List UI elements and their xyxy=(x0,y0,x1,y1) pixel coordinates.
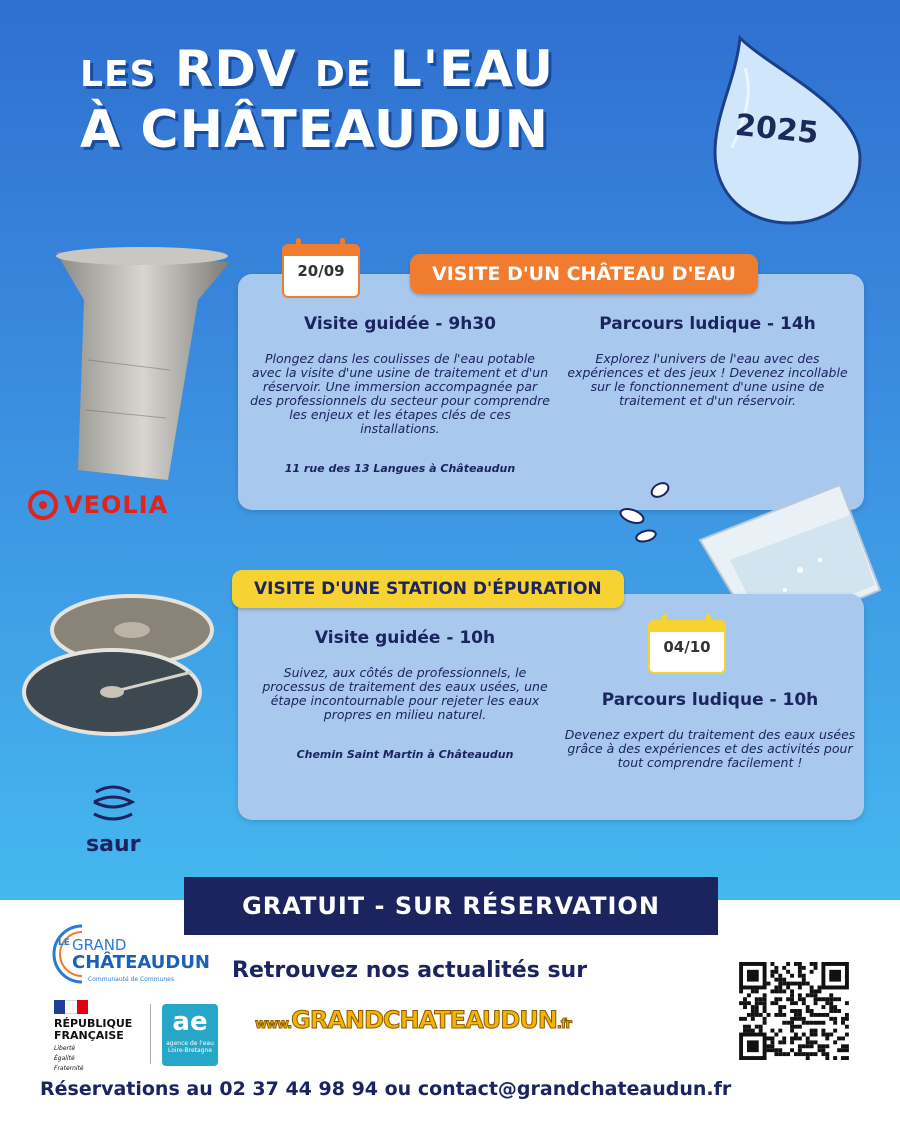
event-2-guided-text: Suivez, aux côtés de professionnels, le processus de traitement des eaux usées, une étape incontournable pour rejeter les eaux propres en milieu naturel. xyxy=(262,665,548,722)
agence-eau-logo: ae agence de l'eau Loire-Bretagne xyxy=(162,1004,218,1066)
event-1-guided-text: Plongez dans les coulisses de l'eau potable avec la visite d'une usine de traitement et d'un réservoir. Une immersion accompagnée par des professionnels du secteur pour comprendre les enjeux et les étapes clés de ces installations. xyxy=(250,351,550,436)
republique-francaise-logo: RÉPUBLIQUE FRANÇAISE Liberté Égalité Fraternité xyxy=(54,1000,132,1072)
veolia-symbol-icon xyxy=(28,490,58,520)
agence-eau-symbol-icon: ae xyxy=(172,1007,208,1037)
event-2-address: Chemin Saint Martin à Châteaudun xyxy=(296,748,514,761)
event-1-title-band: VISITE D'UN CHÂTEAU D'EAU xyxy=(410,254,758,294)
reservation-banner: GRATUIT - SUR RÉSERVATION xyxy=(184,877,718,935)
event-1-fun-text: Explorez l'univers de l'eau avec des expériences et des jeux ! Devenez incollable sur le fonctionnement d'une usine de traitement et d'un réservoir. xyxy=(567,351,848,408)
event-1-guided-title: Visite guidée - 9h30 xyxy=(303,314,496,334)
title-line-1: LES RDV DE L'EAU xyxy=(80,40,555,98)
saur-logo: saur xyxy=(86,784,140,857)
poster-title xyxy=(80,40,554,160)
qr-code-icon[interactable] xyxy=(738,962,850,1060)
french-flag-icon xyxy=(54,1000,88,1014)
title-line-2: À CHÂTEAUDUN xyxy=(80,100,550,160)
event-2-title-band: VISITE D'UNE STATION D'ÉPURATION xyxy=(232,570,624,608)
grand-chateaudun-logo: LE GRAND CHÂTEAUDUN Communauté de Communes xyxy=(42,922,212,986)
event-1-fun-title: Parcours ludique - 14h xyxy=(599,314,816,334)
event-2-guided-visit xyxy=(255,628,555,761)
event-2-fun-text: Devenez expert du traitement des eaux usées grâce à des expériences et des activités pour tout comprendre facilement ! xyxy=(564,727,856,770)
event-1-address: 11 rue des 13 Langues à Châteaudun xyxy=(284,462,516,475)
event-2-fun-title: Parcours ludique - 10h xyxy=(601,690,819,710)
event-2-fun-path xyxy=(562,690,858,770)
treatment-plant-image xyxy=(22,592,222,742)
contact-line: Réservations au 02 37 44 98 94 ou contact@grandchateaudun.fr xyxy=(40,1078,732,1100)
event-1-guided-visit xyxy=(250,314,550,475)
water-splash-icon xyxy=(612,478,682,548)
website-link[interactable]: www.GRANDCHATEAUDUN.fr xyxy=(255,1006,571,1034)
veolia-logo: VEOLIA xyxy=(28,490,168,520)
event-1-fun-path xyxy=(565,314,850,408)
logo-divider xyxy=(150,1004,151,1064)
year-label: 2025 xyxy=(733,107,821,152)
calendar-icon-04-10: 04/10 xyxy=(648,620,726,674)
follow-us-text: Retrouvez nos actualités sur xyxy=(232,958,588,983)
saur-symbol-icon xyxy=(90,784,136,828)
event-2-guided-title: Visite guidée - 10h xyxy=(314,628,496,648)
calendar-icon-20-09: 20/09 xyxy=(282,244,360,298)
water-tower-image xyxy=(48,240,238,490)
